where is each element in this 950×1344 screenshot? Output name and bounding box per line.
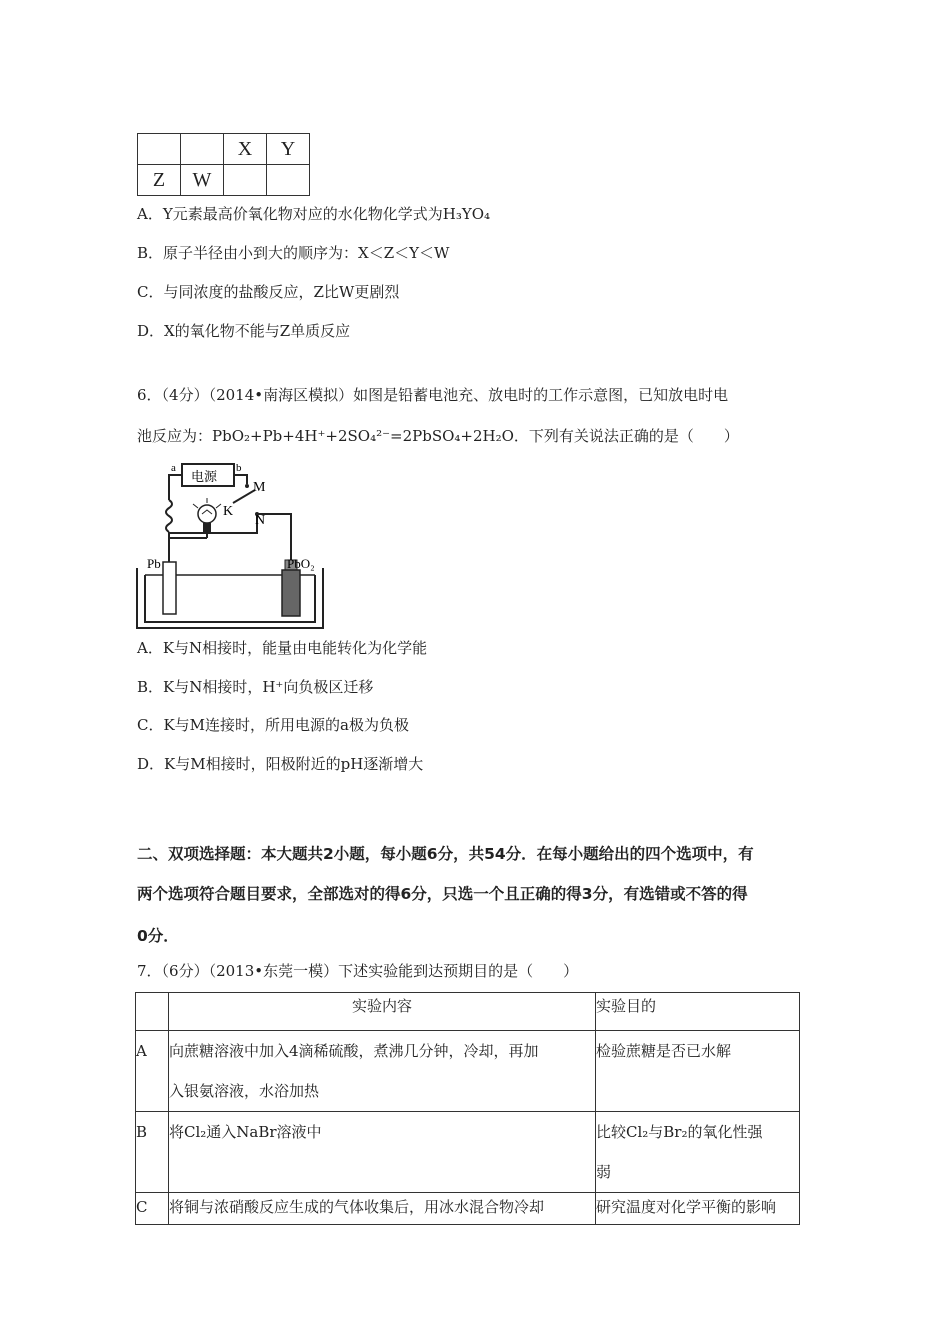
q5-option-d: D．X的氧化物不能与Z单质反应 (137, 322, 351, 340)
q5-option-c: C．与同浓度的盐酸反应，Z比W更剧烈 (137, 283, 400, 301)
q6-stem-line2: 池反应为：PbO₂+Pb+4H⁺+2SO₄²⁻=2PbSO₄+2H₂O．下列有关说法正确的是（ ） (137, 427, 739, 445)
row-label: C (136, 1193, 169, 1225)
label-a: a (171, 462, 176, 474)
q5-option-b: B．原子半径由小到大的顺序为：X＜Z＜Y＜W (137, 244, 450, 262)
row-purpose-1: 比较Cl₂与Br₂的氧化性强 (596, 1123, 763, 1141)
row-label: A (136, 1031, 169, 1112)
q6-option-c: C．K与M连接时，所用电源的a极为负极 (137, 716, 409, 734)
section2-line1: 二、双项选择题：本大题共2小题，每小题6分，共54分．在每小题给出的四个选项中，有 (137, 845, 754, 863)
table-row (136, 1031, 800, 1112)
q6-stem-line1: 6．（4分）（2014•南海区模拟）如图是铅蓄电池充、放电时的工作示意图，已知放电时电 (137, 386, 729, 404)
grid-cell: Y (267, 134, 310, 165)
header-content: 实验内容 (169, 993, 596, 1031)
q6-option-b: B．K与N相接时，H⁺向负极区迁移 (137, 678, 374, 696)
row-content-1: 将Cl₂通入NaBr溶液中 (169, 1123, 322, 1141)
label-b: b (236, 462, 242, 474)
grid-cell: W (181, 165, 224, 196)
label-k: K (223, 504, 234, 519)
switch-k-blade (233, 490, 255, 503)
label-power: 电源 (191, 470, 218, 485)
resistor-coil-icon (166, 500, 172, 532)
table-row (136, 1193, 800, 1225)
table-header-row (136, 993, 800, 1031)
row-content-2: 入银氨溶液，水浴加热 (169, 1082, 320, 1100)
section2-line3: 0分． (137, 927, 179, 945)
lead-battery-diagram (135, 460, 335, 630)
q7-experiment-table (135, 992, 800, 1225)
pbo2-electrode (282, 570, 300, 616)
q7-stem: 7．（6分）（2013•东莞一模）下述实验能到达预期目的是（ ） (137, 962, 579, 980)
grid-cell: Z (138, 165, 181, 196)
row-purpose-1: 检验蔗糖是否已水解 (596, 1042, 732, 1060)
row-purpose-1: 研究温度对化学平衡的影响 (596, 1193, 800, 1225)
label-pbo2: PbO₂ (287, 556, 315, 571)
pb-electrode (163, 562, 176, 614)
grid-cell (224, 165, 267, 196)
row-content-1: 将铜与浓硝酸反应生成的气体收集后，用冰水混合物冷却 (169, 1193, 596, 1225)
row-content-1: 向蔗糖溶液中加入4滴稀硫酸，煮沸几分钟，冷却，再加 (169, 1042, 539, 1060)
grid-cell (181, 134, 224, 165)
row-label: B (136, 1112, 169, 1193)
grid-cell (138, 134, 181, 165)
label-m: M (253, 480, 266, 495)
periodic-table-grid (137, 133, 310, 196)
grid-cell: X (224, 134, 267, 165)
lamp-icon (198, 505, 216, 523)
table-row (136, 1112, 800, 1193)
q6-option-a: A．K与N相接时，能量由电能转化为化学能 (137, 639, 428, 657)
section2-line2: 两个选项符合题目要求，全部选对的得6分，只选一个且正确的得3分，有选错或不答的得 (137, 885, 748, 903)
label-n: N (255, 513, 266, 528)
q5-option-a: A．Y元素最高价氧化物对应的水化物化学式为H₃YO₄ (137, 205, 491, 223)
row-purpose-2: 弱 (596, 1163, 612, 1181)
label-pb: Pb (147, 556, 161, 571)
header-purpose: 实验目的 (596, 993, 800, 1031)
q6-option-d: D．K与M相接时，阳极附近的pH逐渐增大 (137, 755, 424, 773)
grid-cell (267, 165, 310, 196)
